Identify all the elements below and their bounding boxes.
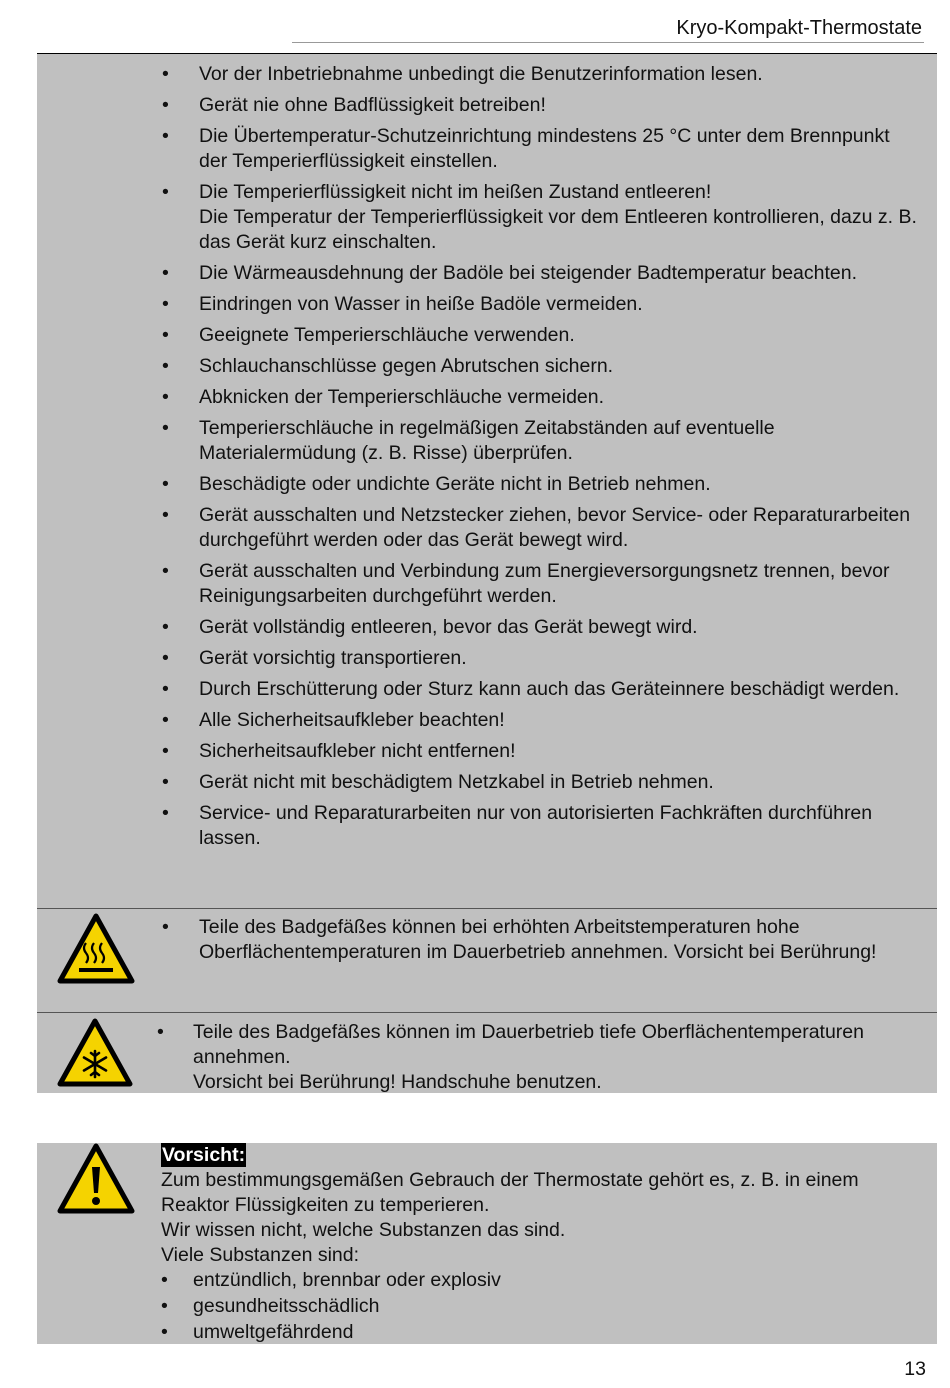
safety-item: • Gerät nicht mit beschädigtem Netzkabel in Betrieb nehmen.	[162, 770, 923, 795]
safety-item: • Gerät ausschalten und Verbindung zum Energieversorgungsnetz trennen, bevor Reinigungsarbeiten durchgeführt werden.	[162, 559, 923, 609]
safety-item: • Geeignete Temperierschläuche verwenden.	[162, 323, 923, 348]
safety-item: • Eindringen von Wasser in heiße Badöle vermeiden.	[162, 292, 923, 317]
hot-surface-warning-icon	[57, 913, 135, 985]
safety-item: • Die Temperierflüssigkeit nicht im heißen Zustand entleeren! Die Temperatur der Temperierflüssigkeit vor dem Entleeren kontrollieren, dazu z. B. das Gerät kurz einschalten.	[162, 180, 923, 255]
safety-item: • Gerät vollständig entleeren, bevor das Gerät bewegt wird.	[162, 615, 923, 640]
caution-panel	[37, 1143, 937, 1344]
safety-item: • Schlauchanschlüsse gegen Abrutschen sichern.	[162, 354, 923, 379]
caution-text-1: Zum bestimmungsgemäßen Gebrauch der Thermostate gehört es, z. B. in einem Reaktor Flüssigkeiten zu temperieren.	[161, 1169, 859, 1216]
page-number: 13	[904, 1358, 926, 1380]
safety-instructions-list	[162, 62, 923, 857]
hot-surface-warning-panel	[37, 908, 937, 1012]
safety-item: • Abknicken der Temperierschläuche vermeiden.	[162, 385, 923, 410]
header-underline	[292, 42, 924, 43]
cold-warning-list	[157, 1020, 931, 1101]
substance-hazard-item: • umweltgefährdend	[161, 1320, 929, 1345]
hot-warning-text: • Teile des Badgefäßes können bei erhöhten Arbeitstemperaturen hohe Oberflächentemperaturen im Dauerbetrieb annehmen. Vorsicht bei Berührung!	[162, 915, 923, 965]
safety-item: • Gerät ausschalten und Netzstecker ziehen, bevor Service- oder Reparaturarbeiten durchgeführt werden oder das Gerät bewegt wird.	[162, 503, 923, 553]
caution-body	[161, 1143, 929, 1346]
safety-item: • Sicherheitsaufkleber nicht entfernen!	[162, 739, 923, 764]
safety-item: • Temperierschläuche in regelmäßigen Zeitabständen auf eventuelle Materialermüdung (z. B. Risse) überprüfen.	[162, 416, 923, 466]
safety-item: • Beschädigte oder undichte Geräte nicht in Betrieb nehmen.	[162, 472, 923, 497]
general-warning-icon	[57, 1143, 135, 1215]
safety-item: • Gerät nie ohne Badflüssigkeit betreiben!	[162, 93, 923, 118]
cold-surface-warning-icon	[57, 1018, 133, 1088]
caution-text-2: Wir wissen nicht, welche Substanzen das sind.	[161, 1219, 566, 1241]
substance-hazard-item: • gesundheitsschädlich	[161, 1294, 929, 1319]
substance-hazard-list	[161, 1268, 929, 1345]
substance-hazard-item: • entzündlich, brennbar oder explosiv	[161, 1268, 929, 1293]
caution-text-3: Viele Substanzen sind:	[161, 1244, 360, 1266]
safety-instructions-panel	[37, 54, 937, 908]
hot-warning-list	[162, 915, 923, 971]
cold-surface-warning-panel	[37, 1012, 937, 1093]
cold-warning-text: • Teile des Badgefäßes können im Dauerbetrieb tiefe Oberflächentemperaturen annehmen. Vorsicht bei Berührung! Handschuhe benutzen.	[157, 1020, 931, 1095]
safety-item: • Service- und Reparaturarbeiten nur von autorisierten Fachkräften durchführen lassen.	[162, 801, 923, 851]
header-title: Kryo-Kompakt-Thermostate	[676, 17, 922, 39]
safety-item: • Die Wärmeausdehnung der Badöle bei steigender Badtemperatur beachten.	[162, 261, 923, 286]
safety-item: • Alle Sicherheitsaufkleber beachten!	[162, 708, 923, 733]
safety-item: • Durch Erschütterung oder Sturz kann auch das Geräteinnere beschädigt werden.	[162, 677, 923, 702]
safety-item: • Die Übertemperatur-Schutzeinrichtung mindestens 25 °C unter dem Brennpunkt der Temperierflüssigkeit einstellen.	[162, 124, 923, 174]
safety-item: • Vor der Inbetriebnahme unbedingt die Benutzerinformation lesen.	[162, 62, 923, 87]
caution-heading: Vorsicht:	[162, 1144, 246, 1166]
safety-item: • Gerät vorsichtig transportieren.	[162, 646, 923, 671]
